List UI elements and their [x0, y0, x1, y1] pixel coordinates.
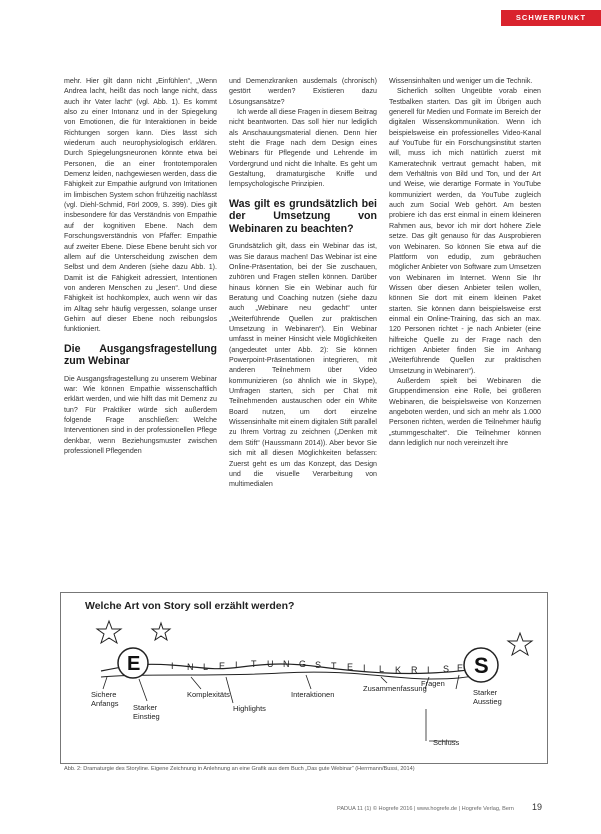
letter: I [171, 661, 174, 671]
letter: S [315, 660, 322, 670]
letter: N [283, 659, 290, 669]
col3-paragraph-3: Außerdem spielt bei Webinaren die Gruppendimension eine Rolle, bei größeren Webinaren, die beispielsweise von Konzernen angeboten werden, und sich an mehr als 1.000 Personen richten, werden die Teilnehmer häufig „stummgeschaltet“. Die Teilnehmer können dann lediglich nur noch vereinzelt ihre [389, 376, 541, 448]
letter: S [443, 664, 450, 674]
page-footer: PADUA 11 (1) © Hogrefe 2016 | www.hogrefe.de | Hogrefe Verlag, Bern [337, 806, 514, 812]
label-komplexitaet: Komplexitäts [187, 690, 230, 699]
letter: K [395, 665, 402, 675]
label-einstieg: Einstieg [133, 712, 160, 721]
letter: E [347, 662, 354, 672]
col1-paragraph-2: Die Ausgangsfragestellung zu unserem Webinar war: Wie können Empathie wissenschaftlich erklärt werden, und wie hilft das mit Demenz zu tun? Für Praktiker würde sich außerdem folgende Frage anschließen: Welche Interventionen sind in der professionellen Pflege denkbar, wenn Beziehungsmuster zwischen professionell Pflegenden [64, 374, 217, 455]
star-icon [152, 623, 170, 640]
column-2 [229, 76, 377, 490]
letter: I [363, 663, 366, 673]
col3-paragraph-2: Sicherlich sollten Ungeübte vorab einen Testbalken starten. Das gilt im Übrigen auch generell für Medien und Formate im Bereich der digitalen Wissenskommunikation. Wenn ich beispielsweise ein professionelles Video-Kanal auf YouTube für ein Forschungsinstitut starten will, muss ich mich natürlich zuerst mit Kameratechnik vertraut gemacht haben, mit dem Verhältnis von Bild und Ton, und der Art und Weise, wie derartige Formate in YouTube kommuniziert werden, da YouTube zugleich auch zum Social Web gehört. Am besten probiere ich das erst einmal in einem kleineren Rahmen aus, bevor ich mir dort höhere Ziele setze. Das gilt genauso für das Ausprobieren von Webinaren. So können Sie etwa auf die Plattform von edudip, zum gebräuchen möglicher Anbieter von Software zum Umsetzen von Webinaren im Internet. Wenn Sie Ihr Wissen über diesen Anbieter teilen wollen, können Sie dort mit einem kleinen Paket starten. Sie können dann beispielsweise erst einmal ein Online-Training, das sich an max. 120 Personen richtet - je nach Anbieter (eine hilfreiche Quelle zu der Frage nach den richtigen Anbieter finden Sie im Anhang „Weiterführende Quellen zur praktischen Umsetzung in Webinaren“). [389, 87, 541, 375]
figure-caption: Abb. 2: Dramaturgie des Storyline. Eigene Zeichnung in Anlehnung an eine Grafik aus dem Buch „Das gute Webinar“ (Herrmann/Bussi, 2014) [64, 766, 415, 772]
col2-heading: Was gilt es grundsätzlich bei der Umsetzung von Webinaren zu beachten? [229, 197, 377, 235]
col1-paragraph-1: mehr. Hier gilt dann nicht „Einfühlen“, „Wenn Andrea lacht, heißt das noch lange nicht, dass auch ihr Vater lacht“ (vgl. Abb. 1). Es kommt also zu einer Intonanz und in der Spiegelung von Emotionen, die für Interaktionen in beide Richtungen sorgen kann. Dies lässt sich wiederum auch neurophysiologisch erklären. Durch Spiegelungsneuronen könnte etwa bei Personen, die an einer frontotemporalen Demenz leiden, nachgewiesen werden, dass die Fähigkeit zur Empathie aufgrund von Irritationen im limbischen System schon frühzeitig nachlässt (vgl. Diehl-Schmid, Förl 2009, S. 399). Dies gilt insbesondere für das Verständnis von Empathie auf der kognitiven Ebene. Nach dem Forschungsverständnis von Pfaffer: Empathie auf zweiter Ebene. Diese Ebene beruht sich vor allem auf die Unterscheidung zwischen dem Selbst und dem Anderen (siehe dazu Abb. 1). Damit ist die Fähigkeit adressiert, Intentionen von anderen Menschen zu „lesen“. Und diese Fähigkeit ist hochkomplex, auch wenn wir das im Alltag sehr häufig vergessen, solange unser Gehirn auf dieser Ebene noch reibungslos funktioniert. [64, 77, 217, 334]
section-tab: SCHWERPUNKT [501, 10, 601, 26]
col1-heading: Die Ausgangsfragestellung zum Webinar [64, 342, 217, 368]
label-interaktionen: Interaktionen [291, 690, 335, 699]
letter: L [379, 664, 385, 674]
label-sichere: Sichere [91, 690, 117, 699]
label-anfangs: Anfangs [91, 699, 119, 708]
star-icon [97, 621, 121, 643]
label-starker: Starker [133, 703, 158, 712]
letter-s-end: S [474, 653, 489, 678]
letter: L [203, 662, 209, 672]
figure-title: Welche Art von Story soll erzählt werden? [85, 600, 295, 612]
label-starker-2: Starker [473, 688, 498, 697]
col2-paragraph-3: Grundsätzlich gilt, dass ein Webinar das ist, was Sie daraus machen! Das Webinar ist eine Online-Präsentation, bei der Sie zuschauen, zuhören und Fragen stellen können. Darüber hinaus können Sie ein Webinar auch für Beratung und Coaching nutzen (siehe dazu auch „Webinare neu gedacht“ unter „Weiterführende Quellen zur praktischen Umsetzung in Webinaren“). Ein Webinar umfasst in meiner Hinsicht viele Möglichkeiten (angedeutet unter Abb. 2): Sie können Powerpoint-Präsentationen integrieren, mit anderen Teilnehmern über Video kommunizieren (so ähnlich wie in Skype), Umfragen starten, sich per Chat mit Teilnehmenden austauschen oder ein White Board nutzen, um dort einzelne Wissensinhalte mit einem digitalen Stift parallel zu Ihrem Vortrag zu zeichnen („Denken mit dem Stift“ (Haussmann 2014)). Aber bevor Sie sich mit all diesen Möglichkeiten befassen: Zuerst geht es um das Konzept, das Design und die visuelle Verarbeitung von multimedialen [229, 242, 377, 489]
letter: I [235, 660, 238, 670]
star-icon [508, 633, 532, 655]
col2-paragraph-1: und Demenzkranken ausdemals (chronisch) gestört werden? Existieren dazu Lösungsansätze? [229, 77, 377, 106]
storyline-diagram [61, 593, 547, 763]
page-number: 19 [532, 802, 543, 812]
letter: I [427, 665, 430, 675]
col3-paragraph-1: Wissensinhalten und weniger um die Technik. [389, 77, 533, 85]
label-ausstieg: Ausstieg [473, 697, 502, 706]
col2-paragraph-2: Ich werde all diese Fragen in diesem Beitrag nicht beantworten. Das soll hier nur lediglich als Anschauungsmaterial dienen. Denn hier steht die Frage nach dem Design eines Webinars für Pflegende und Lehrende im Vordergrund und nicht die Inhalte. Es geht um Gestaltung, dramaturgische Kniffe und lernpsychologische Prinzipien. [229, 108, 377, 189]
story-figure [60, 592, 548, 764]
letter: N [187, 662, 194, 672]
letter: R [411, 665, 418, 675]
column-3 [389, 76, 541, 448]
letter: G [299, 659, 307, 669]
label-fragen: Fragen [421, 679, 445, 688]
letter-e-start: E [127, 653, 141, 675]
label-highlights: Highlights [233, 704, 266, 713]
letter: U [267, 659, 274, 669]
letter: T [331, 661, 337, 671]
letter: E [219, 661, 226, 671]
label-zusammenfassung: Zusammenfassung [363, 684, 427, 693]
label-schluss: Schluss [433, 738, 460, 747]
letter: E [457, 663, 464, 673]
column-1 [64, 76, 217, 456]
letter: T [251, 659, 257, 669]
